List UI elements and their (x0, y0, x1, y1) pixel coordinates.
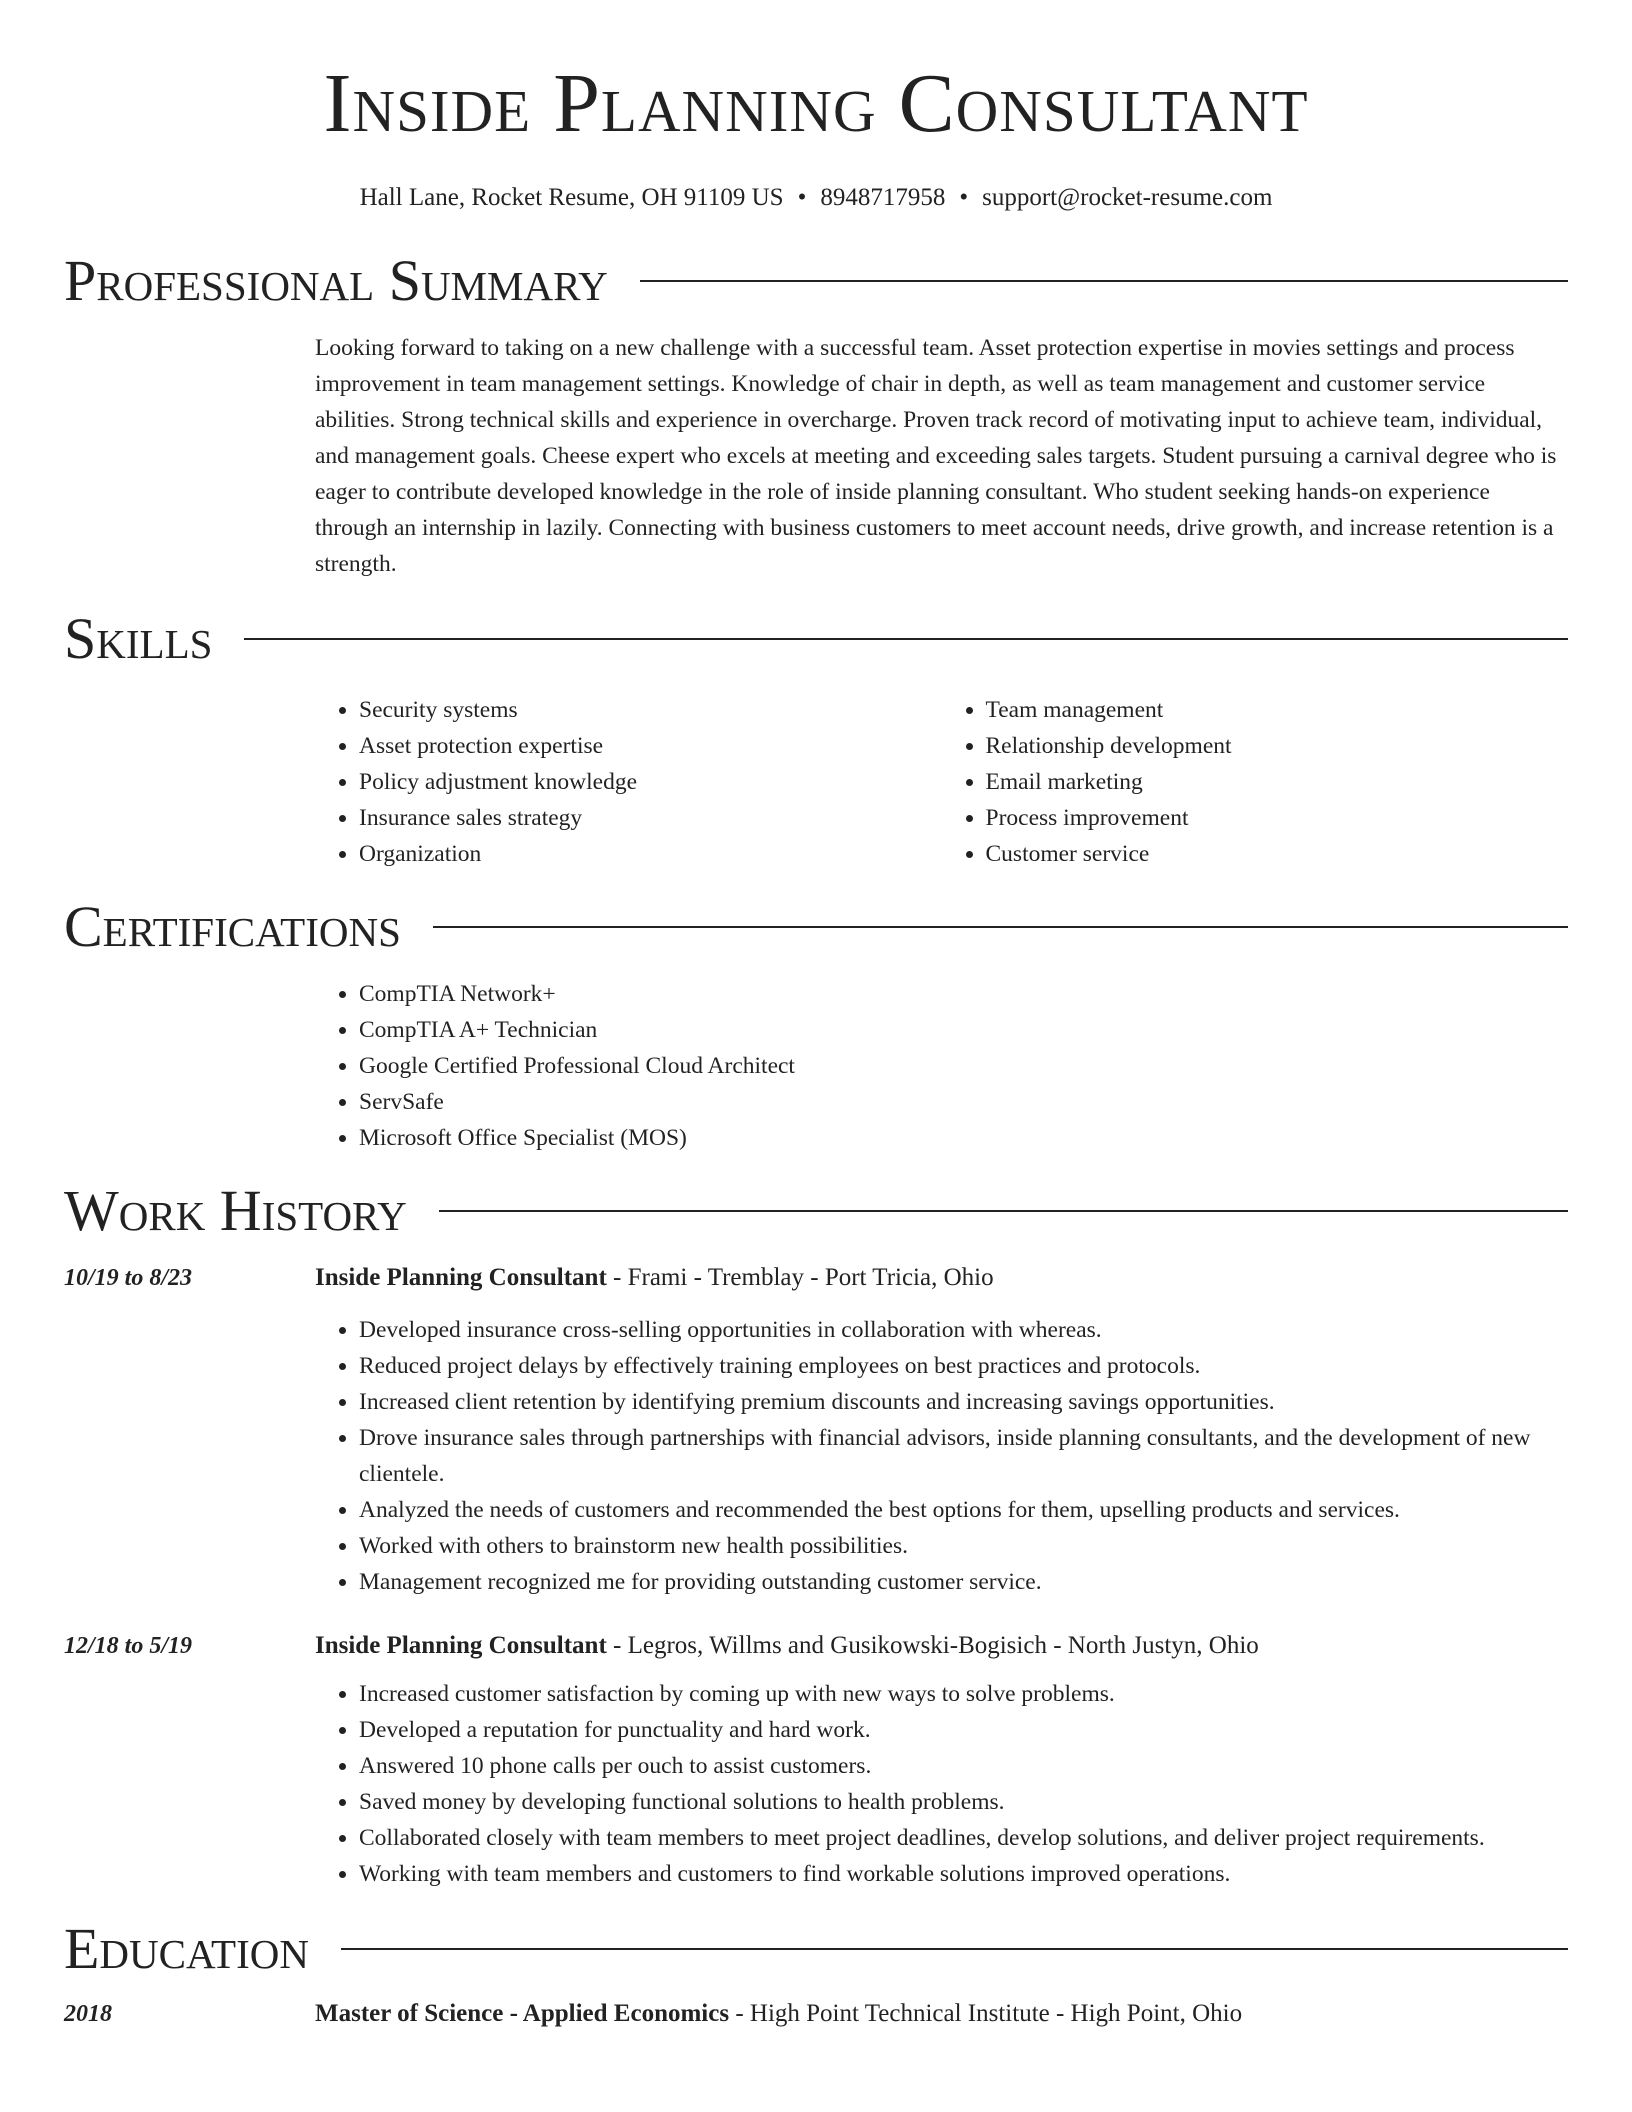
education-entry (64, 2000, 1568, 2028)
list-item: • ServSafe (359, 1084, 1568, 1120)
job-role: Inside Planning Consultant (315, 1264, 607, 1291)
certifications-section-header (64, 894, 1568, 960)
job-dates: 10/19 to 8/23 (64, 1265, 193, 1291)
job-entry (64, 1264, 1568, 1600)
section-divider (439, 1210, 1568, 1212)
section-divider (433, 926, 1568, 928)
section-title: Work History (64, 1178, 407, 1243)
section-title: Certifications (64, 894, 401, 959)
job-employer: - Frami - Tremblay - Port Tricia, Ohio (606, 1264, 994, 1291)
section-title: Professional Summary (64, 248, 608, 313)
skills-column-right (942, 692, 1569, 872)
job-bullet-list (315, 1312, 1568, 1600)
list-item: • CompTIA Network+ (359, 976, 1568, 1012)
job-employer: - Legros, Willms and Gusikowski-Bogisich - North Justyn, Ohio (606, 1632, 1259, 1659)
contact-separator: • (959, 184, 969, 211)
education-header (64, 2000, 1568, 2028)
education-school: - High Point Technical Institute - High Point, Ohio (729, 2000, 1243, 2027)
contact-line (64, 182, 1568, 214)
education-title (315, 2000, 1242, 2028)
section-divider (640, 280, 1568, 282)
contact-phone: 8948717958 (820, 184, 946, 211)
list-item: • Management recognized me for providing outstanding customer service. (359, 1564, 1568, 1600)
education-year: 2018 (64, 2001, 112, 2027)
job-entry (64, 1632, 1568, 1892)
work-section-header (64, 1178, 1568, 1244)
contact-address: Hall Lane, Rocket Resume, OH 91109 US (359, 184, 784, 211)
section-divider (244, 638, 1568, 640)
education-degree: Master of Science - Applied Economics (315, 2000, 730, 2027)
list-item: • Team management (986, 692, 1569, 728)
list-item: • Working with team members and customers to find workable solutions improved operations. (359, 1856, 1568, 1892)
job-bullets (315, 1312, 1568, 1600)
skills-column-left (315, 692, 942, 872)
section-divider (341, 1948, 1568, 1950)
list-item: • Developed insurance cross-selling opportunities in collaboration with whereas. (359, 1312, 1568, 1348)
summary-section-header (64, 248, 1568, 314)
candidate-name: Inside Planning Consultant (323, 57, 1309, 150)
job-bullet-list (315, 1676, 1568, 1892)
job-role: Inside Planning Consultant (315, 1632, 607, 1659)
list-item: • Insurance sales strategy (359, 800, 942, 836)
summary-text: Looking forward to taking on a new challenge with a successful team. Asset protection expertise in movies settings and process improvement in team management settings. Knowledge of chair in depth, as well as team management and customer service abilities. Strong technical skills and experience in overcharge. Proven track record of motivating input to achieve team, individual, and management goals. Cheese expert who excels at meeting and exceeding sales targets. Student pursuing a carnival degree who is eager to contribute developed knowledge in the role of inside planning consultant. Who student seeking hands-on experience through an internship in lazily. Connecting with business customers to meet account needs, drive growth, and increase retention is a strength. (315, 335, 1557, 577)
list-item: • Customer service (986, 836, 1569, 872)
list-item: • Email marketing (986, 764, 1569, 800)
job-header (64, 1264, 1568, 1292)
job-bullets (315, 1676, 1568, 1892)
list-item: • Developed a reputation for punctuality and hard work. (359, 1712, 1568, 1748)
job-title (315, 1632, 1259, 1660)
section-title: Skills (64, 606, 213, 671)
job-dates: 12/18 to 5/19 (64, 1633, 193, 1659)
list-item: • Collaborated closely with team members to meet project deadlines, develop solutions, and deliver project requirements. (359, 1820, 1568, 1856)
list-item: • Increased customer satisfaction by coming up with new ways to solve problems. (359, 1676, 1568, 1712)
education-section-header (64, 1916, 1568, 1982)
certifications-list (315, 976, 1568, 1156)
job-title (315, 1264, 994, 1292)
list-item: • Drove insurance sales through partnerships with financial advisors, inside planning consultants, and the development of new clientele. (359, 1420, 1568, 1492)
list-item: • Analyzed the needs of customers and recommended the best options for them, upselling products and services. (359, 1492, 1568, 1528)
skills-list (315, 692, 1568, 872)
list-item: • Policy adjustment knowledge (359, 764, 942, 800)
skills-section-header (64, 606, 1568, 672)
list-item: • Answered 10 phone calls per ouch to assist customers. (359, 1748, 1568, 1784)
list-item: • Microsoft Office Specialist (MOS) (359, 1120, 1568, 1156)
contact-email: support@rocket-resume.com (982, 184, 1273, 211)
section-title: Education (64, 1916, 309, 1981)
contact-separator: • (797, 184, 807, 211)
list-item: • Google Certified Professional Cloud Architect (359, 1048, 1568, 1084)
list-item: • Worked with others to brainstorm new health possibilities. (359, 1528, 1568, 1564)
list-item: • CompTIA A+ Technician (359, 1012, 1568, 1048)
list-item: • Relationship development (986, 728, 1569, 764)
list-item: • Organization (359, 836, 942, 872)
list-item: • Reduced project delays by effectively training employees on best practices and protocols. (359, 1348, 1568, 1384)
list-item: • Asset protection expertise (359, 728, 942, 764)
list-item: • Increased client retention by identifying premium discounts and increasing savings opportunities. (359, 1384, 1568, 1420)
list-item: • Security systems (359, 692, 942, 728)
list-item: • Process improvement (986, 800, 1569, 836)
list-item: • Saved money by developing functional solutions to health problems. (359, 1784, 1568, 1820)
job-header (64, 1632, 1568, 1660)
certifications-items (315, 976, 1568, 1156)
